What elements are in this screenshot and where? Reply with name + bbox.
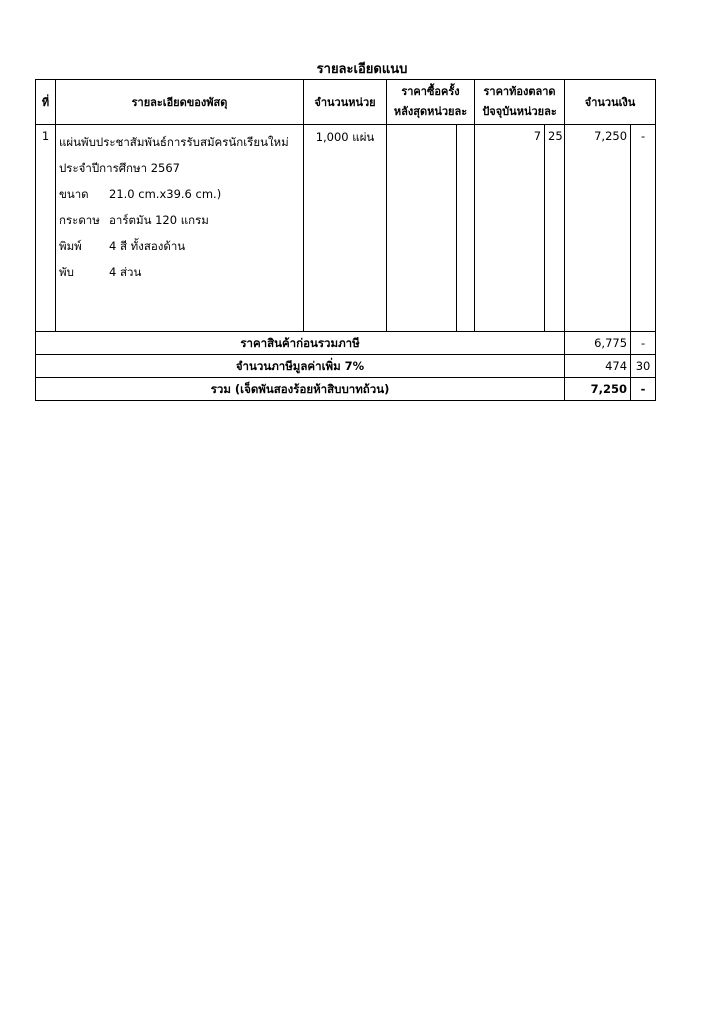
spec-print-value: 4 สี ทั้งสองด้าน [109, 239, 186, 253]
item-detail [56, 125, 304, 332]
item-amount-baht: 7,250 [565, 125, 631, 332]
subtotal-row [36, 332, 656, 355]
spec-paper-value: อาร์ตมัน 120 แกรม [109, 213, 209, 227]
spec-fold-key: พับ [59, 265, 74, 279]
item-quantity: 1,000 แผ่น [304, 125, 387, 332]
total-label: รวม (เจ็ดพันสองร้อยห้าสิบบาทถ้วน) [36, 378, 565, 401]
spec-fold [59, 259, 300, 285]
subtotal-label: ราคาสินค้าก่อนรวมภาษี [36, 332, 565, 355]
spec-paper-key: กระดาษ [59, 213, 100, 227]
total-baht: 7,250 [565, 378, 631, 401]
item-no: 1 [36, 125, 56, 332]
spec-size-key: ขนาด [59, 187, 89, 201]
spec-print-key: พิมพ์ [59, 239, 82, 253]
items-table [35, 79, 656, 401]
header-amount: จำนวนเงิน [565, 80, 656, 125]
header-row [36, 80, 656, 125]
header-last-price [387, 80, 475, 125]
header-detail: รายละเอียดของพัสดุ [56, 80, 304, 125]
spec-paper [59, 207, 300, 233]
document-title: รายละเอียดแนบ [316, 62, 408, 77]
vat-satang: 30 [631, 355, 656, 378]
subtotal-satang: - [631, 332, 656, 355]
header-quantity: จำนวนหน่วย [304, 80, 387, 125]
item-name-line2: ประจำปีการศึกษา 2567 [59, 161, 180, 175]
item-market-baht: 7 [475, 125, 545, 332]
total-row [36, 378, 656, 401]
item-name-line1: แผ่นพับประชาสัมพันธ์การรับสมัครนักเรียนใหม่ [59, 135, 289, 149]
item-amount-satang: - [631, 125, 656, 332]
header-market-price [475, 80, 565, 125]
vat-baht: 474 [565, 355, 631, 378]
item-last-price-baht [387, 125, 457, 332]
vat-label: จำนวนภาษีมูลค่าเพิ่ม 7% [36, 355, 565, 378]
header-market-price-line1: ราคาท้องตลาด [483, 85, 556, 98]
header-market-price-line2: ปัจจุบันหน่วยละ [482, 105, 557, 118]
header-last-price-line2: หลังสุดหน่วยละ [393, 105, 468, 118]
item-last-price-satang [457, 125, 475, 332]
total-satang: - [631, 378, 656, 401]
vat-row [36, 355, 656, 378]
header-last-price-line1: ราคาซื้อครั้ง [401, 85, 460, 98]
item-row [36, 125, 656, 332]
spec-print [59, 233, 300, 259]
header-no: ที่ [36, 80, 56, 125]
spec-size-value: 21.0 cm.x39.6 cm.) [109, 187, 222, 201]
spec-size [59, 181, 300, 207]
item-market-satang: 25 [545, 125, 565, 332]
subtotal-baht: 6,775 [565, 332, 631, 355]
spec-fold-value: 4 ส่วน [109, 265, 142, 279]
